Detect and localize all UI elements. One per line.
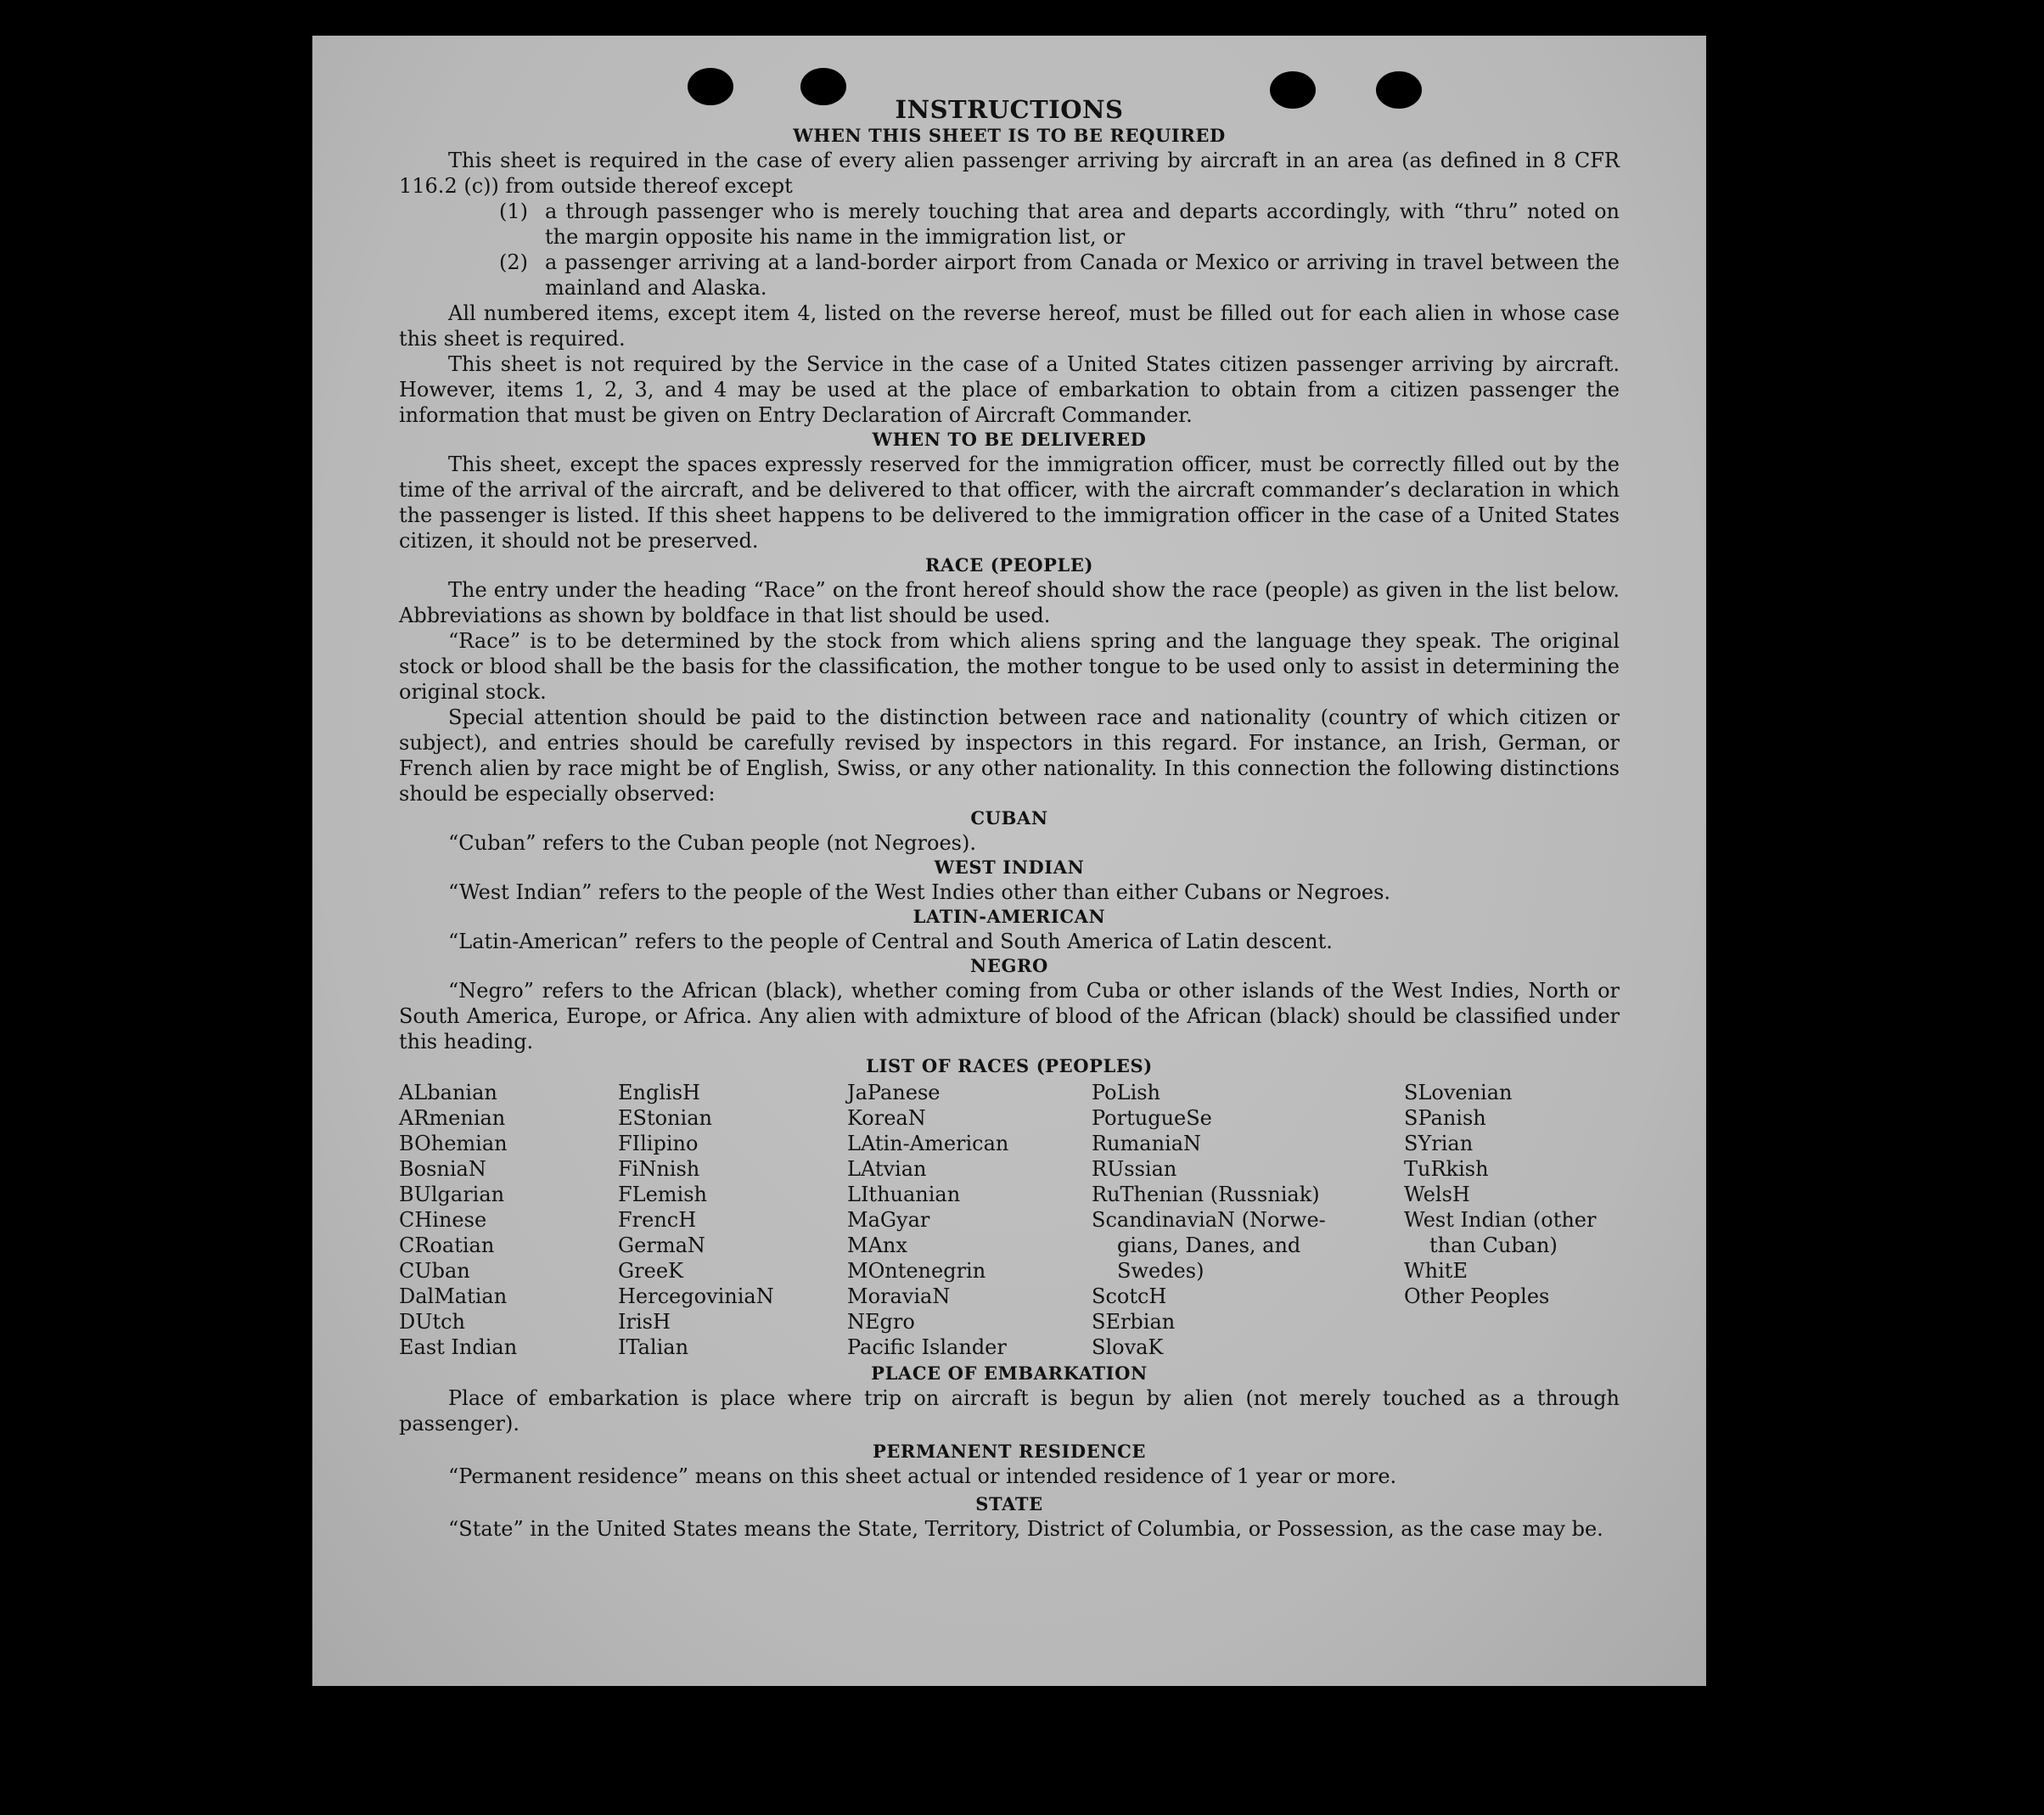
race-entry-scandinavian-continued: Swedes) [1117, 1259, 1204, 1283]
paragraph-race-stock: “Race” is to be determined by the stock from which aliens spring and the language they speak. The original stock or blood shall be the basis for the classification, the mother tongue to be used only to assist in determining the original stock. [399, 629, 1620, 704]
paragraph-numbered-items: All numbered items, except item 4, listed on the reverse hereof, must be filled out for each alien in whose case this sheet is required. [399, 301, 1620, 351]
race-entry: KoreaN [847, 1106, 926, 1130]
paragraph-latin-american: “Latin-American” refers to the people of Central and South America of Latin descent. [448, 930, 1333, 953]
section-heading-latin-american: LATIN-AMERICAN [912, 906, 1106, 927]
exception-item-text: a through passenger who is merely touching that area and departs accordingly, with “thru” noted on the margin opposite his name in the immigration list, or [545, 199, 1620, 249]
race-entry: GermaN [618, 1233, 705, 1257]
race-entry-west-indian: West Indian (other [1404, 1208, 1597, 1232]
race-column-3 [847, 1080, 1092, 1360]
race-entry: LAtvian [847, 1157, 927, 1181]
race-entry: WelsH [1404, 1183, 1470, 1206]
race-entry: SErbian [1092, 1310, 1176, 1334]
race-entry: CHinese [399, 1208, 487, 1232]
race-entry: SPanish [1404, 1106, 1486, 1130]
section-heading-list-of-races: LIST OF RACES (PEOPLES) [866, 1055, 1153, 1076]
instructions-content [399, 95, 1620, 1542]
exception-item-text: a passenger arriving at a land-border airport from Canada or Mexico or arriving in travel between the mainland and Alaska. [545, 250, 1620, 300]
race-entry: JaPanese [847, 1081, 941, 1104]
race-entry: EnglisH [618, 1081, 700, 1104]
race-entry: TuRkish [1404, 1157, 1489, 1181]
race-entry: East Indian [399, 1335, 518, 1359]
race-entry: SLovenian [1404, 1081, 1513, 1104]
race-column-5 [1404, 1080, 1620, 1360]
race-entry: FLemish [618, 1183, 707, 1206]
section-heading-permanent-residence: PERMANENT RESIDENCE [872, 1441, 1147, 1462]
race-column-1 [399, 1080, 618, 1360]
paragraph-citizen-passenger: This sheet is not required by the Service in the case of a United States citizen passenger arriving by aircraft. However, items 1, 2, 3, and 4 may be used at the place of embarkation to obtain from a citizen passenger the information that must be given on Entry Declaration of Aircraft Commander. [399, 352, 1620, 427]
race-entry: LAtin-American [847, 1132, 1009, 1155]
race-entry: HercegoviniaN [618, 1284, 774, 1308]
exception-item-2 [499, 250, 1620, 301]
paragraph-required-intro: This sheet is required in the case of every alien passenger arriving by aircraft in an area (as defined in 8 CFR 116.2 (c)) from outside thereof except [399, 149, 1620, 198]
race-entry: PoLish [1092, 1081, 1161, 1104]
race-entry-scandinavian: ScandinaviaN (Norwe- [1092, 1208, 1326, 1232]
section-heading-embarkation: PLACE OF EMBARKATION [871, 1363, 1148, 1384]
paragraph-race-nationality: Special attention should be paid to the distinction between race and nationality (country of which citizen or subject), and entries should be carefully revised by inspectors in this regard. For instance, an Irish, German, or French alien by race might be of English, Swiss, or any other nationality. In this connection the following distinctions should be especially observed: [399, 705, 1620, 806]
section-heading-west-indian: WEST INDIAN [934, 857, 1085, 878]
race-entry: MaGyar [847, 1208, 930, 1232]
race-entry: LIthuanian [847, 1183, 961, 1206]
paragraph-cuban: “Cuban” refers to the Cuban people (not Negroes). [448, 831, 976, 855]
section-heading-when-delivered: WHEN TO BE DELIVERED [872, 429, 1147, 450]
paragraph-negro: “Negro” refers to the African (black), whether coming from Cuba or other islands of the West Indies, North or South America, Europe, or Africa. Any alien with admixture of blood of the African (black) should be classified under this heading. [399, 979, 1620, 1054]
exception-item-number: (1) [499, 199, 528, 223]
race-entry: Pacific Islander [847, 1335, 1007, 1359]
section-heading-cuban: CUBAN [970, 807, 1048, 829]
race-entry: CUban [399, 1259, 470, 1283]
paragraph-race-entry: The entry under the heading “Race” on the front hereof should show the race (people) as given in the list below. Abbreviations as shown by boldface in that list should be used. [399, 578, 1620, 627]
race-entry: PortugueSe [1092, 1106, 1212, 1130]
race-entry: BOhemian [399, 1132, 508, 1155]
race-entry: DalMatian [399, 1284, 508, 1308]
race-entry: FiNnish [618, 1157, 700, 1181]
race-entry: RumaniaN [1092, 1132, 1202, 1155]
race-entry: EStonian [618, 1106, 712, 1130]
race-entry: ScotcH [1092, 1284, 1167, 1308]
exception-item-number: (2) [499, 250, 528, 274]
paragraph-embarkation: Place of embarkation is place where trip on aircraft is begun by alien (not merely touched as a through passenger). [399, 1386, 1620, 1436]
paragraph-state: “State” in the United States means the State, Territory, District of Columbia, or Possession, as the case may be. [448, 1517, 1603, 1541]
race-entry: GreeK [618, 1259, 683, 1283]
race-entry: SlovaK [1092, 1335, 1164, 1359]
race-entry: BosniaN [399, 1157, 486, 1181]
document-sheet [312, 36, 1706, 1686]
section-heading-when-required: WHEN THIS SHEET IS TO BE REQUIRED [793, 125, 1226, 146]
race-entry: FrencH [618, 1208, 697, 1232]
race-entry-west-indian-continued: than Cuban) [1429, 1233, 1558, 1257]
race-entry: DUtch [399, 1310, 466, 1334]
race-entry: NEgro [847, 1310, 915, 1334]
race-entry: ITalian [618, 1335, 689, 1359]
race-entry: MoraviaN [847, 1284, 951, 1308]
paragraph-permanent-residence: “Permanent residence” means on this sheet actual or intended residence of 1 year or more. [448, 1464, 1397, 1488]
section-heading-state: STATE [975, 1493, 1043, 1514]
section-heading-race: RACE (PEOPLE) [924, 554, 1094, 576]
race-entry: Other Peoples [1404, 1284, 1550, 1308]
section-heading-negro: NEGRO [970, 955, 1048, 976]
page-title: INSTRUCTIONS [895, 95, 1124, 124]
paragraph-west-indian: “West Indian” refers to the people of the West Indies other than either Cubans or Negroes. [448, 880, 1391, 904]
race-entry: CRoatian [399, 1233, 495, 1257]
race-entry: MOntenegrin [847, 1259, 986, 1283]
race-entry: FIlipino [618, 1132, 699, 1155]
race-entry: IrisH [618, 1310, 671, 1334]
race-list [399, 1080, 1620, 1360]
race-column-4 [1092, 1080, 1404, 1360]
race-entry: ARmenian [399, 1106, 506, 1130]
race-entry: RuThenian (Russniak) [1092, 1183, 1320, 1206]
race-entry: MAnx [847, 1233, 907, 1257]
race-entry: RUssian [1092, 1157, 1177, 1181]
race-entry: BUlgarian [399, 1183, 505, 1206]
race-entry-scandinavian-continued: gians, Danes, and [1117, 1233, 1301, 1257]
race-entry: WhitE [1404, 1259, 1468, 1283]
exception-item-1 [499, 199, 1620, 250]
race-column-2 [618, 1080, 847, 1360]
paragraph-delivery: This sheet, except the spaces expressly reserved for the immigration officer, must be correctly filled out by the time of the arrival of the aircraft, and be delivered to that officer, with the aircraft commander’s declaration in which the passenger is listed. If this sheet happens to be delivered to the immigration officer in the case of a United States citizen, it should not be preserved. [399, 452, 1620, 553]
race-entry: SYrian [1404, 1132, 1474, 1155]
race-entry: ALbanian [399, 1081, 497, 1104]
